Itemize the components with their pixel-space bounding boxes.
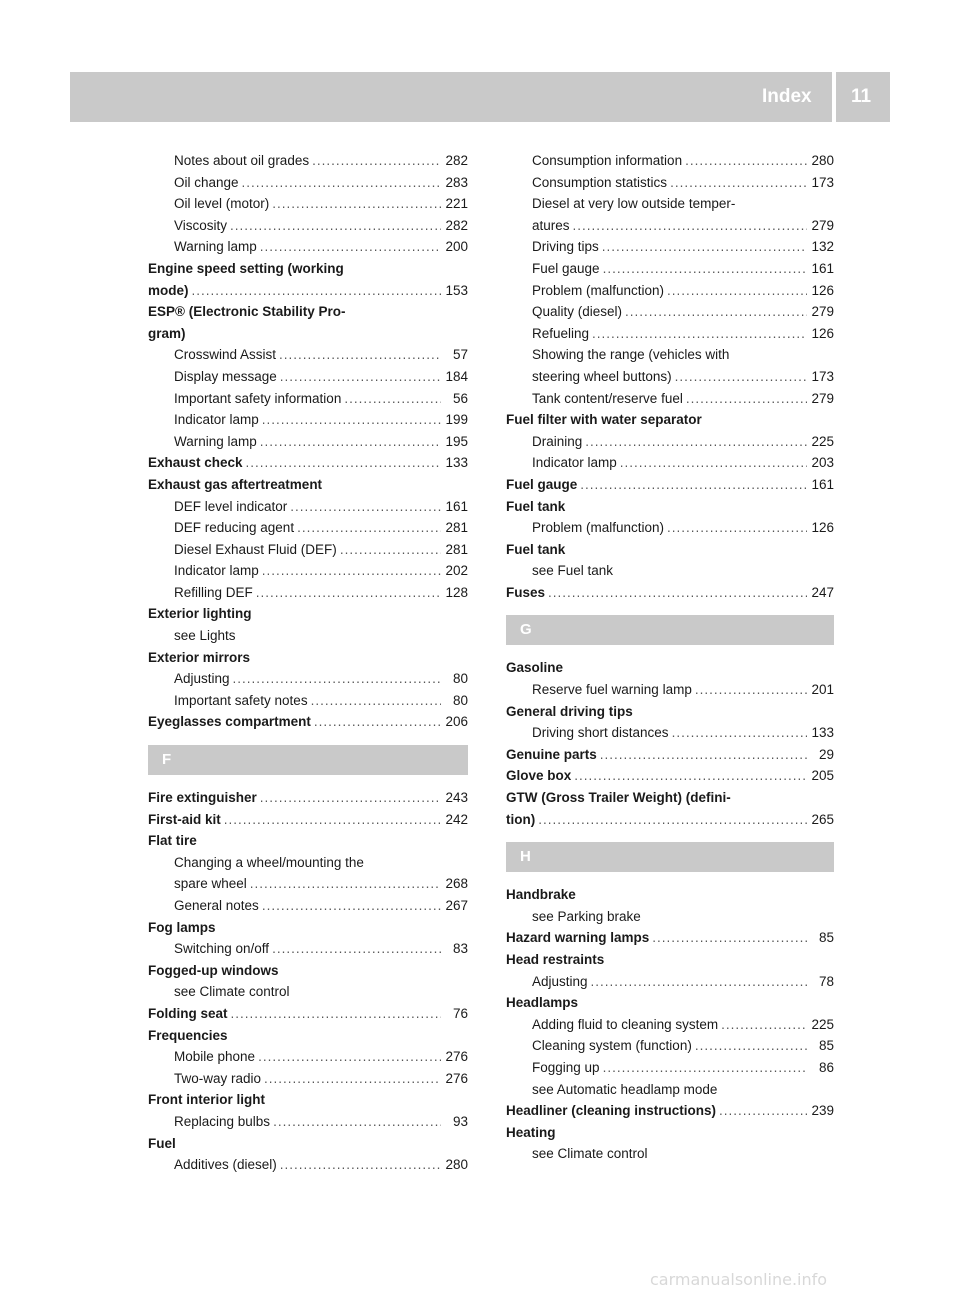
index-heading <box>506 657 834 679</box>
entry-text: Warning lamp <box>174 433 257 449</box>
index-heading-text: Flat tire <box>148 833 197 849</box>
index-entry[interactable] <box>148 787 468 809</box>
entry-text: Reserve fuel warning lamp <box>532 682 692 698</box>
entry-text: Driving short distances <box>532 725 669 741</box>
index-heading-text: Frequencies <box>148 1027 228 1043</box>
entry-text: Adjusting <box>174 671 230 687</box>
index-subentry <box>148 625 468 647</box>
dot-leader <box>273 1111 441 1133</box>
dot-leader <box>262 409 441 431</box>
entry-text: Replacing bulbs <box>174 1113 271 1129</box>
entry-page-number[interactable]: 282 <box>445 153 468 168</box>
index-subentry[interactable] <box>506 1014 834 1036</box>
index-subentry <box>506 1079 834 1101</box>
index-heading-text: ESP® (Electronic Stability Pro- <box>148 304 346 320</box>
index-subentry-text: see Fuel tank <box>532 563 614 579</box>
index-heading-text: Exterior mirrors <box>148 649 251 665</box>
entry-page-number[interactable]: 276 <box>445 1049 468 1065</box>
index-heading <box>148 301 468 323</box>
index-subentry[interactable] <box>148 582 468 604</box>
entry-page-number[interactable]: 206 <box>445 714 468 730</box>
dot-leader <box>667 280 807 302</box>
index-subentry[interactable] <box>148 1046 468 1068</box>
entry-page-number[interactable]: 268 <box>445 876 468 892</box>
dot-leader <box>280 1154 441 1176</box>
dot-leader <box>233 668 441 690</box>
index-entry[interactable] <box>506 809 834 831</box>
index-subentry[interactable] <box>148 409 468 431</box>
dot-leader <box>600 744 807 766</box>
dot-leader <box>262 560 441 582</box>
page-number: 11 <box>851 86 872 107</box>
entry-text: Indicator lamp <box>174 563 259 579</box>
entry-page-number[interactable]: 243 <box>445 790 468 806</box>
index-subentry[interactable] <box>148 517 468 539</box>
entry-page-number[interactable]: 93 <box>452 1113 468 1129</box>
index-entry[interactable] <box>148 452 468 474</box>
entry-text: Refueling <box>532 325 590 341</box>
index-subentry[interactable] <box>148 668 468 690</box>
entry-page-number[interactable]: 203 <box>811 455 834 471</box>
index-heading-text: Fog lamps <box>148 919 216 935</box>
index-heading-text: Engine speed setting (working <box>148 260 344 276</box>
entry-text: Oil change <box>174 174 239 190</box>
index-subentry[interactable] <box>506 172 834 194</box>
header-divider <box>832 72 836 122</box>
entry-text: Adding fluid to cleaning system <box>532 1016 719 1032</box>
dot-leader <box>272 938 441 960</box>
entry-text: Indicator lamp <box>174 412 259 428</box>
entry-page-number[interactable]: 133 <box>445 455 468 471</box>
dot-leader <box>695 1035 807 1057</box>
entry-text: Adjusting <box>532 973 588 989</box>
index-subentry[interactable] <box>506 323 834 345</box>
watermark: carmanualsonline.info <box>650 1270 828 1289</box>
dot-leader <box>686 388 807 410</box>
dot-leader <box>256 582 441 604</box>
index-subentry[interactable] <box>148 388 468 410</box>
index-subentry[interactable] <box>148 344 468 366</box>
dot-leader <box>591 971 807 993</box>
index-heading <box>506 787 834 809</box>
entry-page-number[interactable]: 221 <box>445 196 468 212</box>
dot-leader <box>573 215 807 237</box>
entry-page-number[interactable]: 281 <box>445 541 468 557</box>
index-entry[interactable] <box>148 280 468 302</box>
index-subentry[interactable] <box>506 722 834 744</box>
index-subentry[interactable] <box>148 1111 468 1133</box>
index-heading-text: Fuel tank <box>506 498 566 514</box>
index-subentry[interactable] <box>506 679 834 701</box>
index-heading-text: GTW (Gross Trailer Weight) (defini- <box>506 790 731 806</box>
index-subentry[interactable] <box>506 452 834 474</box>
entry-page-number[interactable]: 279 <box>811 304 834 320</box>
index-subentry[interactable] <box>506 258 834 280</box>
entry-page-number[interactable]: 128 <box>445 584 468 600</box>
dot-leader <box>224 809 441 831</box>
dot-leader <box>290 496 441 518</box>
entry-page-number[interactable]: 279 <box>811 217 834 233</box>
entry-text: Fogging up <box>532 1059 600 1075</box>
entry-page-number[interactable]: 201 <box>811 682 834 698</box>
entry-text: DEF reducing agent <box>174 520 295 536</box>
entry-text: First-aid kit <box>148 811 221 827</box>
index-subentry-text: see Climate control <box>532 1146 648 1162</box>
dot-leader <box>719 1100 807 1122</box>
dot-leader <box>297 517 441 539</box>
index-subentry[interactable] <box>148 150 468 172</box>
index-subentry[interactable] <box>506 431 834 453</box>
index-subentry[interactable] <box>506 280 834 302</box>
entry-text: Cleaning system (function) <box>532 1038 692 1054</box>
dot-leader <box>344 388 441 410</box>
dot-leader <box>262 895 441 917</box>
entry-text: mode) <box>148 282 189 298</box>
index-heading-text: General driving tips <box>506 703 633 719</box>
index-subentry[interactable] <box>148 496 468 518</box>
entry-page-number[interactable]: 195 <box>445 433 468 449</box>
entry-page-number[interactable]: 132 <box>811 239 834 255</box>
entry-page-number[interactable]: 280 <box>811 153 834 168</box>
index-subentry[interactable] <box>148 690 468 712</box>
index-subentry[interactable] <box>506 215 834 237</box>
dot-leader <box>260 236 441 258</box>
dot-leader <box>312 150 441 172</box>
dot-leader <box>625 301 807 323</box>
entry-page-number[interactable]: 247 <box>811 584 834 600</box>
index-heading <box>506 949 834 971</box>
entry-text: Genuine parts <box>506 746 597 762</box>
index-subentry <box>506 560 834 582</box>
dot-leader <box>675 366 807 388</box>
entry-page-number[interactable]: 80 <box>452 692 468 708</box>
entry-text: Diesel Exhaust Fluid (DEF) <box>174 541 337 557</box>
index-entry[interactable] <box>506 474 834 496</box>
entry-page-number[interactable]: 200 <box>445 239 468 255</box>
entry-page-number[interactable]: 133 <box>811 725 834 741</box>
dot-leader <box>279 344 441 366</box>
entry-text: Consumption information <box>532 153 683 168</box>
dot-leader <box>602 236 807 258</box>
dot-leader <box>670 172 807 194</box>
entry-page-number[interactable]: 153 <box>445 282 468 298</box>
entry-text: Warning lamp <box>174 239 257 255</box>
dot-leader <box>585 431 807 453</box>
section-letter-band: F <box>148 745 468 775</box>
dot-leader <box>272 193 441 215</box>
entry-page-number[interactable]: 282 <box>445 217 468 233</box>
entry-page-number[interactable]: 276 <box>445 1070 468 1086</box>
entry-text: Fuses <box>506 584 546 600</box>
entry-page-number[interactable]: 184 <box>445 368 468 384</box>
index-heading <box>148 830 468 852</box>
entry-text: DEF level indicator <box>174 498 288 514</box>
index-subentry[interactable] <box>148 539 468 561</box>
dot-leader <box>685 150 807 172</box>
entry-page-number[interactable]: 76 <box>452 1005 468 1021</box>
index-subentry[interactable] <box>148 172 468 194</box>
entry-page-number[interactable]: 161 <box>811 476 834 492</box>
index-subentry <box>148 852 468 874</box>
entry-page-number[interactable]: 126 <box>811 520 834 536</box>
index-subentry[interactable] <box>148 366 468 388</box>
dot-leader <box>538 809 807 831</box>
dot-leader <box>667 517 807 539</box>
index-column-right <box>506 150 834 1165</box>
entry-text: steering wheel buttons) <box>532 368 672 384</box>
entry-text: Driving tips <box>532 239 599 255</box>
dot-leader <box>672 722 807 744</box>
index-heading <box>148 1089 468 1111</box>
dot-leader <box>580 474 807 496</box>
entry-text: Folding seat <box>148 1005 228 1021</box>
index-subentry[interactable] <box>148 1154 468 1176</box>
index-heading <box>148 1025 468 1047</box>
entry-page-number[interactable]: 283 <box>445 174 468 190</box>
index-heading <box>148 258 468 280</box>
dot-leader <box>592 323 807 345</box>
index-heading-text: Exterior lighting <box>148 606 252 622</box>
entry-page-number[interactable]: 279 <box>811 390 834 406</box>
entry-text: General notes <box>174 898 259 913</box>
entry-text: Fuel gauge <box>532 260 600 276</box>
index-subentry[interactable] <box>506 366 834 388</box>
dot-leader <box>603 258 807 280</box>
index-heading <box>148 474 468 496</box>
index-heading <box>148 323 468 345</box>
index-subentry[interactable] <box>148 938 468 960</box>
entry-text: Important safety information <box>174 390 342 406</box>
index-subentry[interactable] <box>506 236 834 258</box>
index-entry[interactable] <box>148 809 468 831</box>
index-entry[interactable] <box>148 1003 468 1025</box>
entry-page-number[interactable]: 239 <box>811 1103 834 1119</box>
entry-page-number[interactable]: 267 <box>445 898 468 913</box>
entry-page-number[interactable]: 161 <box>445 498 468 514</box>
index-subentry[interactable] <box>148 193 468 215</box>
index-heading-text: Fuel tank <box>506 541 566 557</box>
dot-leader <box>603 1057 807 1079</box>
dot-leader <box>231 1003 441 1025</box>
entry-text: Notes about oil grades <box>174 153 310 168</box>
dot-leader <box>620 452 807 474</box>
index-entry[interactable] <box>506 582 834 604</box>
entry-text: Switching on/off <box>174 941 270 957</box>
dot-leader <box>242 172 441 194</box>
index-heading <box>506 992 834 1014</box>
index-subentry[interactable] <box>506 971 834 993</box>
index-heading-text: Fuel <box>148 1135 176 1151</box>
entry-text: tion) <box>506 811 536 827</box>
index-heading <box>506 1122 834 1144</box>
index-entry[interactable] <box>148 711 468 733</box>
dot-leader <box>721 1014 807 1036</box>
index-heading-text: Gasoline <box>506 660 564 676</box>
index-heading-text: Fuel filter with water separator <box>506 412 702 428</box>
index-subentry-text: Diesel at very low outside temper- <box>532 196 736 212</box>
entry-text: Fuel gauge <box>506 476 578 492</box>
index-heading-text: gram) <box>148 325 186 341</box>
entry-text: Display message <box>174 368 277 384</box>
section-letter-band: G <box>506 615 834 645</box>
entry-page-number[interactable]: 86 <box>818 1059 834 1075</box>
index-entry[interactable] <box>506 1100 834 1122</box>
entry-text: Quality (diesel) <box>532 304 623 320</box>
entry-page-number[interactable]: 202 <box>445 563 468 579</box>
index-heading <box>506 409 834 431</box>
dot-leader <box>340 539 441 561</box>
entry-page-number[interactable]: 126 <box>811 282 834 298</box>
entry-page-number[interactable]: 199 <box>445 412 468 428</box>
page-section-title: Index <box>762 86 812 107</box>
entry-text: Consumption statistics <box>532 174 668 190</box>
entry-page-number[interactable]: 161 <box>811 260 834 276</box>
entry-text: Indicator lamp <box>532 455 617 471</box>
index-subentry-text: Changing a wheel/mounting the <box>174 854 364 870</box>
dot-leader <box>258 1046 441 1068</box>
index-subentry-text: see Lights <box>174 628 236 644</box>
index-subentry[interactable] <box>506 388 834 410</box>
entry-page-number[interactable]: 281 <box>445 520 468 536</box>
dot-leader <box>652 927 807 949</box>
dot-leader <box>314 711 441 733</box>
entry-text: Viscosity <box>174 217 228 233</box>
entry-page-number[interactable]: 225 <box>811 433 834 449</box>
index-heading <box>506 701 834 723</box>
index-subentry-text: see Parking brake <box>532 908 641 924</box>
index-subentry <box>506 344 834 366</box>
index-heading <box>148 960 468 982</box>
index-subentry-text: see Climate control <box>174 984 290 1000</box>
dot-leader <box>695 679 807 701</box>
index-subentry <box>148 981 468 1003</box>
index-subentry[interactable] <box>148 560 468 582</box>
entry-text: Eyeglasses compartment <box>148 714 311 730</box>
entry-text: Draining <box>532 433 583 449</box>
index-subentry[interactable] <box>506 517 834 539</box>
dot-leader <box>264 1068 441 1090</box>
index-subentry[interactable] <box>148 1068 468 1090</box>
dot-leader <box>548 582 807 604</box>
entry-text: Refilling DEF <box>174 584 253 600</box>
index-heading <box>148 603 468 625</box>
entry-page-number[interactable]: 126 <box>811 325 834 341</box>
index-subentry-text: Showing the range (vehicles with <box>532 347 730 363</box>
entry-text: Tank content/reserve fuel <box>532 390 683 406</box>
section-letter-band: H <box>506 842 834 872</box>
index-heading-text: Head restraints <box>506 952 605 967</box>
dot-leader <box>192 280 442 302</box>
index-subentry[interactable] <box>506 150 834 172</box>
entry-text: Fire extinguisher <box>148 790 257 806</box>
index-entry[interactable] <box>506 744 834 766</box>
entry-page-number[interactable]: 280 <box>445 1157 468 1173</box>
index-entry[interactable] <box>506 927 834 949</box>
index-heading-text: Exhaust gas aftertreatment <box>148 476 323 492</box>
entry-page-number[interactable]: 78 <box>818 973 834 989</box>
entry-page-number[interactable]: 80 <box>452 671 468 687</box>
entry-text: Crosswind Assist <box>174 347 277 363</box>
index-subentry[interactable] <box>148 895 468 917</box>
entry-text: Additives (diesel) <box>174 1157 277 1173</box>
entry-page-number[interactable]: 29 <box>818 746 834 762</box>
dot-leader <box>280 366 441 388</box>
index-heading <box>148 647 468 669</box>
entry-text: Problem (malfunction) <box>532 282 665 298</box>
entry-text: spare wheel <box>174 876 247 892</box>
dot-leader <box>230 215 441 237</box>
index-heading-text: Handbrake <box>506 887 576 903</box>
entry-page-number[interactable]: 265 <box>811 811 834 827</box>
index-heading <box>148 917 468 939</box>
index-heading <box>506 539 834 561</box>
index-subentry[interactable] <box>506 301 834 323</box>
index-subentry[interactable] <box>148 215 468 237</box>
dot-leader <box>250 873 441 895</box>
dot-leader <box>260 787 441 809</box>
entry-text: Glove box <box>506 768 572 784</box>
entry-page-number[interactable]: 83 <box>452 941 468 957</box>
index-heading-text: Front interior light <box>148 1092 265 1108</box>
index-heading <box>506 884 834 906</box>
index-heading-text: Heating <box>506 1124 556 1140</box>
index-subentry[interactable] <box>148 873 468 895</box>
entry-page-number[interactable]: 173 <box>811 174 834 190</box>
entry-page-number[interactable]: 205 <box>811 768 834 784</box>
index-heading <box>148 1133 468 1155</box>
index-subentry <box>506 193 834 215</box>
entry-page-number[interactable]: 225 <box>811 1016 834 1032</box>
entry-text: Problem (malfunction) <box>532 520 665 536</box>
entry-text: Exhaust check <box>148 455 243 471</box>
entry-page-number[interactable]: 85 <box>818 1038 834 1054</box>
index-heading-text: Headlamps <box>506 995 579 1011</box>
entry-text: Mobile phone <box>174 1049 256 1065</box>
index-subentry-text: see Automatic headlamp mode <box>532 1081 718 1097</box>
entry-text: atures <box>532 217 570 233</box>
index-subentry[interactable] <box>506 1035 834 1057</box>
index-column-left <box>148 150 468 1176</box>
entry-page-number[interactable]: 57 <box>452 347 468 363</box>
dot-leader <box>246 452 441 474</box>
index-heading-text: Fogged-up windows <box>148 962 279 978</box>
entry-text: Important safety notes <box>174 692 308 708</box>
entry-text: Oil level (motor) <box>174 196 270 212</box>
entry-text: Headliner (cleaning instructions) <box>506 1103 717 1119</box>
entry-page-number[interactable]: 173 <box>811 368 834 384</box>
index-subentry <box>506 906 834 928</box>
entry-page-number[interactable]: 85 <box>818 930 834 946</box>
index-subentry[interactable] <box>148 236 468 258</box>
dot-leader <box>311 690 441 712</box>
entry-text: Hazard warning lamps <box>506 930 650 946</box>
entry-page-number[interactable]: 56 <box>452 390 468 406</box>
index-subentry[interactable] <box>148 431 468 453</box>
entry-page-number[interactable]: 242 <box>445 811 468 827</box>
entry-text: Two-way radio <box>174 1070 262 1086</box>
index-subentry[interactable] <box>506 1057 834 1079</box>
index-subentry <box>506 1143 834 1165</box>
dot-leader <box>574 765 807 787</box>
index-heading <box>506 496 834 518</box>
index-entry[interactable] <box>506 765 834 787</box>
dot-leader <box>260 431 441 453</box>
